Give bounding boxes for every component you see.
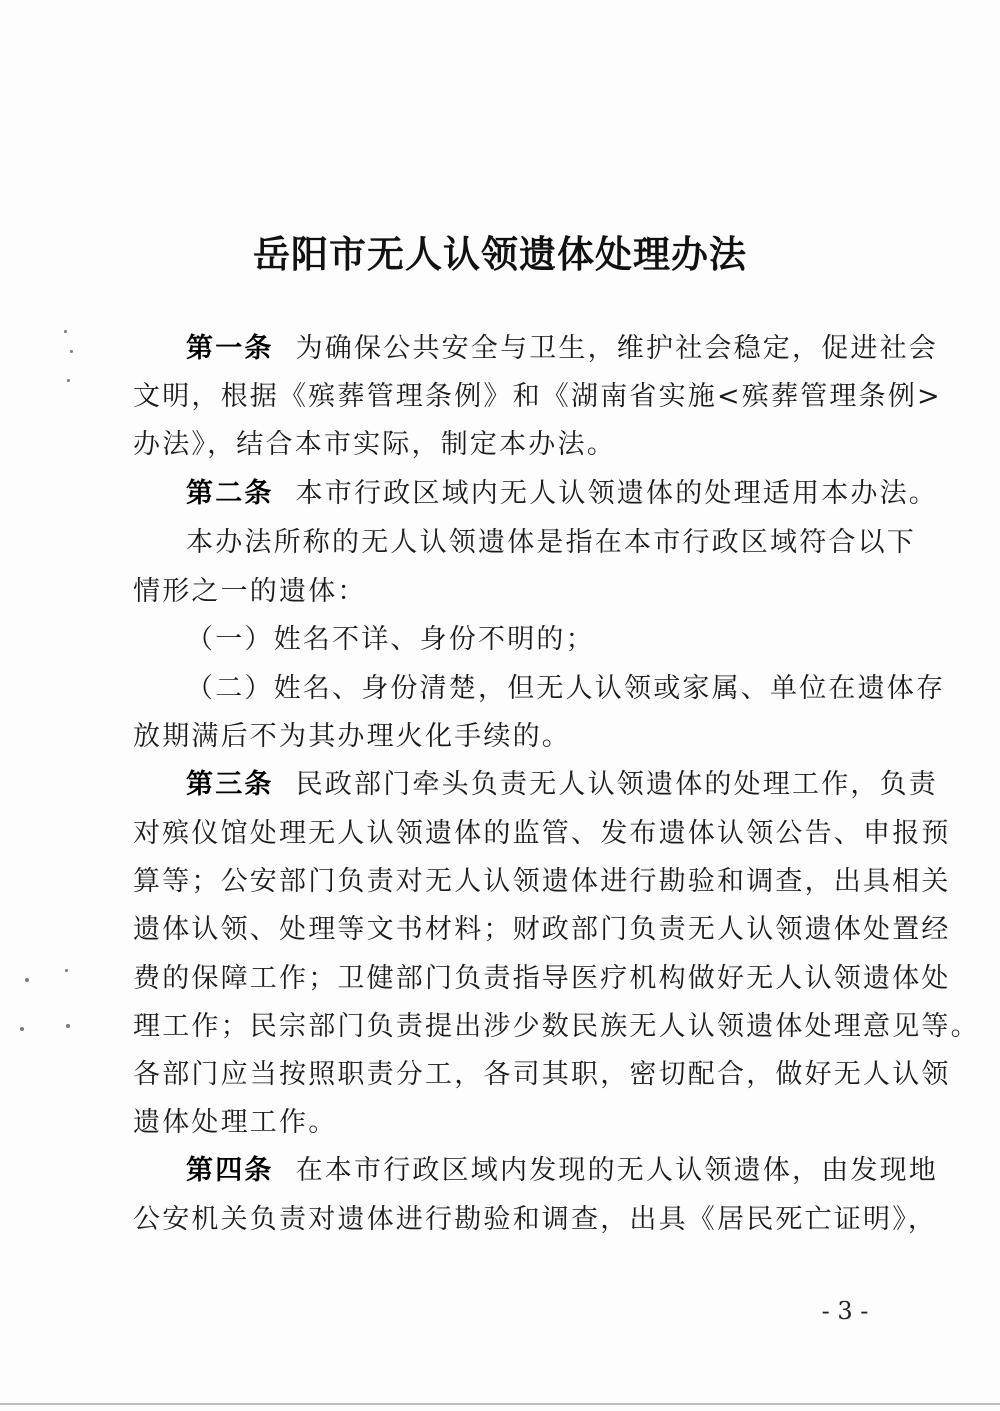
scan-speck [66,1024,70,1028]
article-3-line-2: 对殡仪馆处理无人认领遗体的监管、发布遗体认领公告、申报预 [133,818,951,849]
article-4-label: 第四条 [186,1155,274,1186]
article-3-line-7: 各部门应当按照职责分工，各司其职，密切配合，做好无人认领 [133,1059,951,1090]
article-3-line-1 [186,767,939,803]
page-bottom-edge [0,1403,1000,1405]
scan-speck [64,330,67,333]
scan-speck [67,379,70,382]
article-3-line-4: 遗体认领、处理等文书材料；财政部门负责无人认领遗体处置经 [133,914,951,945]
scan-speck [20,1027,24,1031]
page-number: - 3 - [821,1297,869,1325]
article-1-line-1 [186,331,939,367]
scan-speck [65,969,68,972]
scan-speck [25,978,29,982]
article-2-item-2-line-1: （二）姓名、身份清楚，但无人认领或家属、单位在遗体存 [186,673,946,704]
scan-speck [70,350,73,353]
article-3-line-5: 费的保障工作；卫健部门负责指导医疗机构做好无人认领遗体处 [133,963,951,994]
article-3-line-6: 理工作；民宗部门负责提出涉少数民族无人认领遗体处理意见等。 [133,1011,980,1042]
article-2-label: 第二条 [186,478,274,509]
article-3-label: 第三条 [186,769,274,800]
article-3-text: 民政部门牵头负责无人认领遗体的处理工作，负责 [295,769,939,800]
article-3-line-8: 遗体处理工作。 [133,1107,338,1138]
article-4-line-1 [186,1153,939,1189]
article-2-para-2-line-2: 情形之一的遗体： [133,576,367,607]
article-1-line-3: 办法》，结合本市实际，制定本办法。 [133,429,616,460]
article-2-text: 本市行政区域内无人认领遗体的处理适用本办法。 [295,478,939,509]
article-2-para-2-line-1: 本办法所称的无人认领遗体是指在本市行政区域符合以下 [186,527,916,558]
article-3-line-3: 算等；公安部门负责对无人认领遗体进行勘验和调查，出具相关 [133,866,951,897]
article-2-item-1: （一）姓名不详、身份不明的； [186,624,595,655]
document-title: 岳阳市无人认领遗体处理办法 [253,232,747,276]
article-2-item-2-line-2: 放期满后不为其办理火化手续的。 [133,721,571,752]
article-4-text: 在本市行政区域内发现的无人认领遗体，由发现地 [295,1155,939,1186]
article-4-line-2: 公安机关负责对遗体进行勘验和调查，出具《居民死亡证明》， [133,1204,938,1235]
article-1-label: 第一条 [186,333,274,364]
article-1-text: 为确保公共安全与卫生，维护社会稳定，促进社会 [295,333,939,364]
article-1-line-2: 文明，根据《殡葬管理条例》和《湖南省实施<殡葬管理条例> [133,381,942,412]
article-2-line-1 [186,476,939,512]
